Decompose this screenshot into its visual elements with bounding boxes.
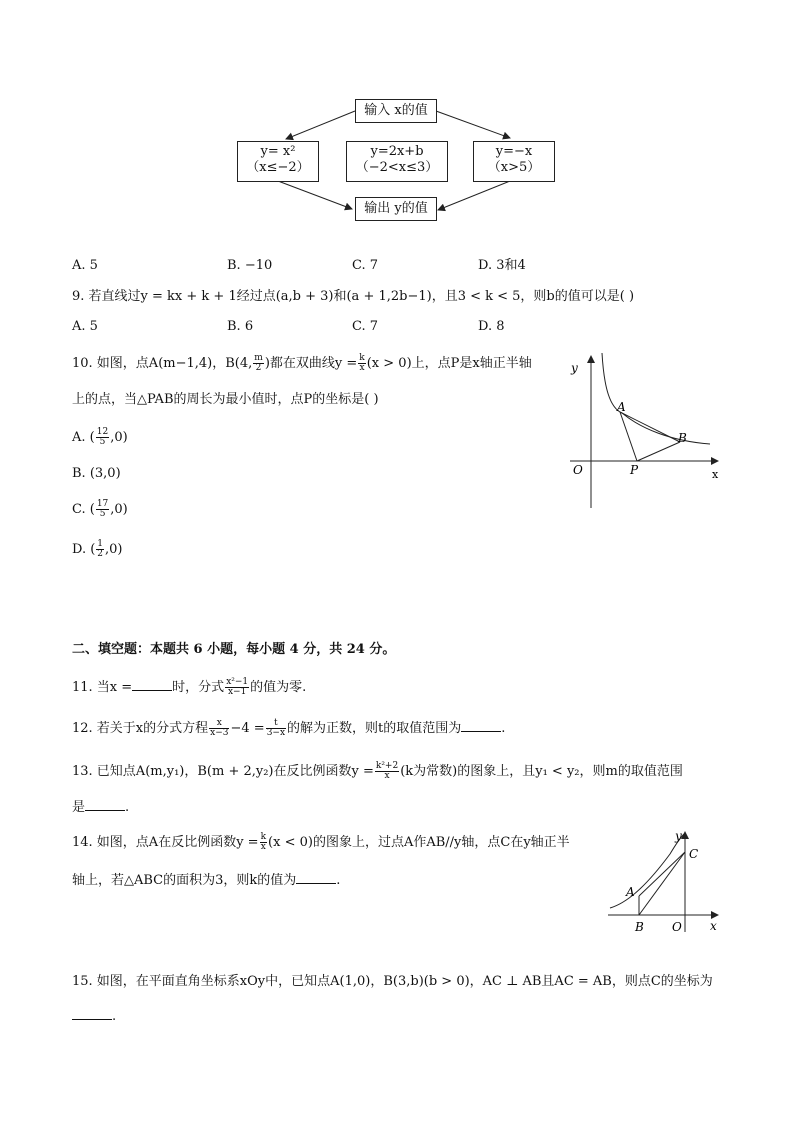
q10-option-c: C. ( $\frac{17}{5}$ ,0) (72, 499, 128, 519)
arrow-right-output (438, 181, 510, 210)
q9-option-b: B. 6 (227, 319, 254, 334)
flow-input-label: 输入 x的值 (364, 103, 428, 118)
q12-frac-2: $\frac{t}{3-x}$ (266, 718, 286, 738)
q10-text-3: (x > 0)上，点P是x轴正半轴 (366, 356, 532, 371)
flow-left-eq: y= x² (260, 144, 296, 159)
q14-blank[interactable] (296, 871, 336, 884)
q9-text: 9. 若直线过y = kx + k + 1经过点(a,b + 3)和(a + 1,2b−1)，且3 < k < 5，则b的值可以是( ) (72, 289, 635, 304)
q10-graph (560, 348, 730, 513)
flow-left-box (237, 141, 319, 182)
q14-segment-ac (639, 852, 685, 896)
q14-label-c: C (689, 847, 699, 861)
flow-output-box (355, 197, 437, 221)
q12: 12. 若关于x的分式方程 $\frac{x}{x-3}$ −4 = $\frac{t}{3-x}$ 的解为正数，则t的取值范围为 . (72, 718, 506, 738)
q10-option-d: D. ( $\frac{1}{2}$ ,0) (72, 539, 123, 559)
q12-blank[interactable] (461, 719, 501, 732)
q11-blank[interactable] (132, 678, 172, 691)
q13-frac: $\frac{\text{k²+2}}{x}$ (375, 761, 399, 781)
flow-right-box (473, 141, 555, 182)
q10-line2: 上的点，当△PAB的周长为最小值时，点P的坐标是( ) (72, 392, 379, 407)
q14-line1: 14. 如图，点A在反比例函数y = $\frac{k}{x}$ (x < 0)的图象上，过点A作AB//y轴，点C在y轴正半 (72, 832, 570, 852)
q14-label-x: x (710, 919, 717, 933)
arrow-input-left (286, 111, 355, 139)
q10-text-2: )都在双曲线y = (264, 356, 358, 371)
q10-segment-pb (637, 442, 680, 461)
q8-option-d: D. 3和4 (478, 258, 526, 273)
flow-middle-box (346, 141, 448, 182)
q14-label-b: B (635, 920, 644, 934)
q8-option-a: A. 5 (72, 258, 98, 273)
q15-text: 15. 如图，在平面直角坐标系xOy中，已知点A(1,0)，B(3,b)(b > 0)，AC ⊥ AB且AC = AB，则点C的坐标为 (72, 974, 713, 989)
q10-label-y: y (571, 361, 578, 375)
q12-frac-1: $\frac{x}{x-3}$ (210, 718, 229, 738)
q8-option-b: B. −10 (227, 258, 273, 273)
q14-label-y: y (675, 829, 682, 843)
flow-middle-eq: y=2x+b (370, 144, 424, 159)
q10-label-b: B (678, 431, 687, 445)
section-heading-fill-in: 二、填空题：本题共 6 小题，每小题 4 分，共 24 分。 (72, 642, 396, 657)
q14-line2: 轴上，若△ABC的面积为3，则k的值为 . (72, 873, 341, 888)
q14-graph (600, 826, 730, 938)
q13-blank[interactable] (85, 798, 125, 811)
q13-line1: 13. 已知点A(m,y₁)，B(m + 2,y₂)在反比例函数y = $\frac{\text{k²+2}}{x}$ (k为常数)的图象上，且y₁ < y₂，则m的取值范围 (72, 761, 683, 781)
arrow-input-right (436, 111, 510, 138)
flow-right-cond: （x>5） (487, 160, 541, 175)
q10-label-x: x (712, 468, 719, 481)
q14-label-o: O (672, 920, 682, 934)
q11-frac: $\frac{\text{x²−1}}{x-1}$ (226, 677, 249, 697)
q15-blank[interactable] (72, 1007, 112, 1020)
q10-option-b: B. (3,0) (72, 466, 121, 481)
flow-input-box (355, 99, 437, 123)
q8-option-c: C. 7 (352, 258, 379, 273)
q10-frac-m: $\frac{m}{2}$ (254, 353, 263, 373)
q14-hyperbola (610, 834, 684, 908)
arrow-left-output (278, 181, 352, 209)
q10-label-a: A (617, 400, 626, 414)
q9-option-d: D. 8 (478, 319, 505, 334)
q10-text-1: 10. 如图，点A(m−1,4)，B(4, (72, 356, 253, 371)
flow-left-cond: （x≤−2） (246, 160, 310, 175)
q10-frac-k: $\frac{k}{x}$ (359, 353, 365, 373)
flow-right-eq: y=−x (495, 144, 533, 159)
flow-output-label: 输出 y的值 (364, 201, 428, 216)
q14-label-a: A (626, 885, 635, 899)
q11: 11. 当x = 时，分式 $\frac{\text{x²−1}}{x-1}$ 的值为零. (72, 677, 307, 697)
q14-frac: $\frac{k}{x}$ (260, 832, 267, 852)
q10-label-o: O (573, 463, 583, 477)
q10-option-a: A. ( $\frac{12}{5}$ ,0) (72, 427, 128, 447)
q15-line2: . (72, 1007, 116, 1026)
q13-line2: 是 . (72, 800, 130, 815)
q10-label-p: P (630, 463, 639, 477)
q10-line1 (72, 354, 532, 373)
q9-option-c: C. 7 (352, 319, 379, 334)
q9-option-a: A. 5 (72, 319, 98, 334)
flow-middle-cond: （−2<x≤3） (355, 160, 439, 175)
